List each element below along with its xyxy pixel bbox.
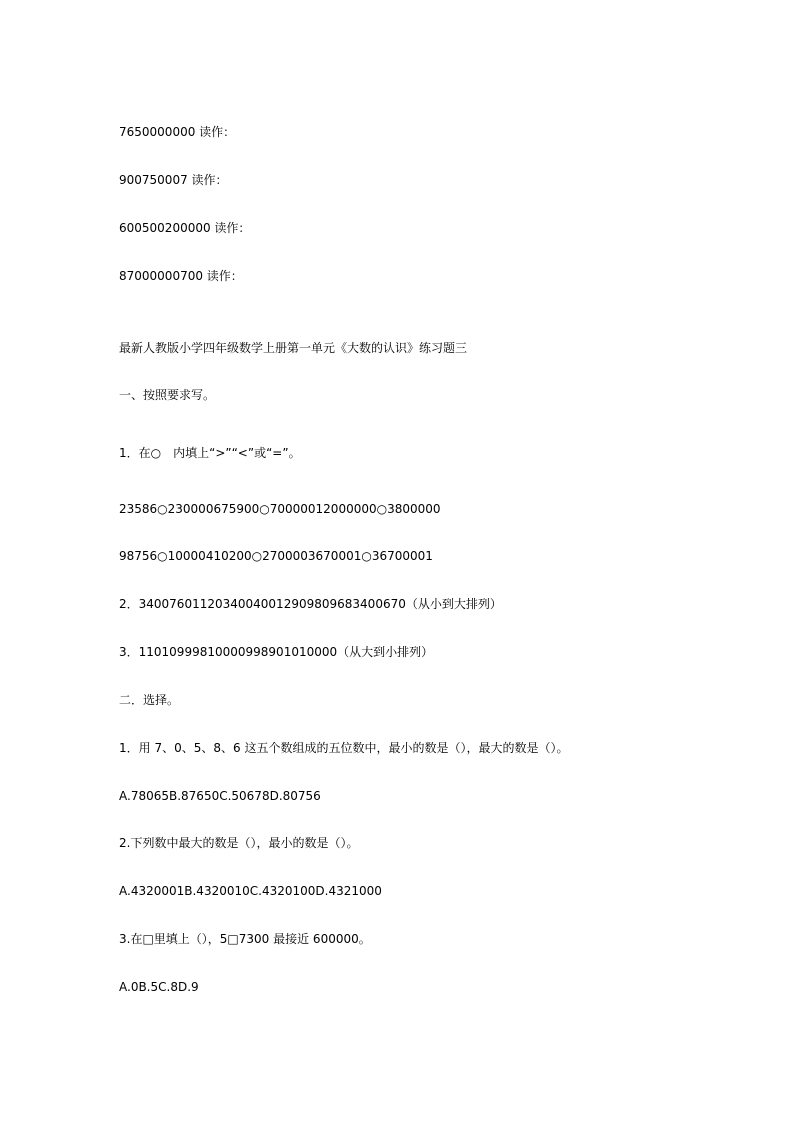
question-1-2: 2．34007601120340040012909809683400670（从小到大排列）: [119, 597, 502, 611]
compare-row-2: 98756○10000410200○2700003670001○36700001: [119, 549, 433, 563]
reading-line-1: 7650000000 读作：: [119, 125, 236, 139]
section-heading-2: 二．选择。: [119, 693, 180, 707]
compare-row-1: 23586○230000675900○70000012000000○3800000: [119, 502, 441, 516]
options-2-1: A.78065B.87650C.50678D.80756: [119, 789, 321, 803]
question-1-3: 3．11010999810000998901010000（从大到小排列）: [119, 645, 434, 659]
question-2-2: 2.下列数中最大的数是（），最小的数是（）。: [119, 836, 359, 850]
section-heading-1: 一、按照要求写。: [119, 388, 216, 402]
reading-line-3: 600500200000 读作：: [119, 221, 251, 235]
reading-line-4: 87000000700 读作：: [119, 269, 243, 283]
options-2-2: A.4320001B.4320010C.4320100D.4321000: [119, 884, 382, 898]
reading-line-2: 900750007 读作：: [119, 173, 228, 187]
question-1-1: 1．在○ 内填上“>”“<”或“=”。: [119, 446, 301, 460]
question-2-3: 3.在□里填上（），5□7300 最接近 600000。: [119, 932, 371, 946]
document-title: 最新人教版小学四年级数学上册第一单元《大数的认识》练习题三: [119, 341, 468, 355]
options-2-3: A.0B.5C.8D.9: [119, 980, 199, 994]
question-2-1: 1．用 7、0、5、8、6 这五个数组成的五位数中，最小的数是（），最大的数是（）。: [119, 741, 569, 755]
